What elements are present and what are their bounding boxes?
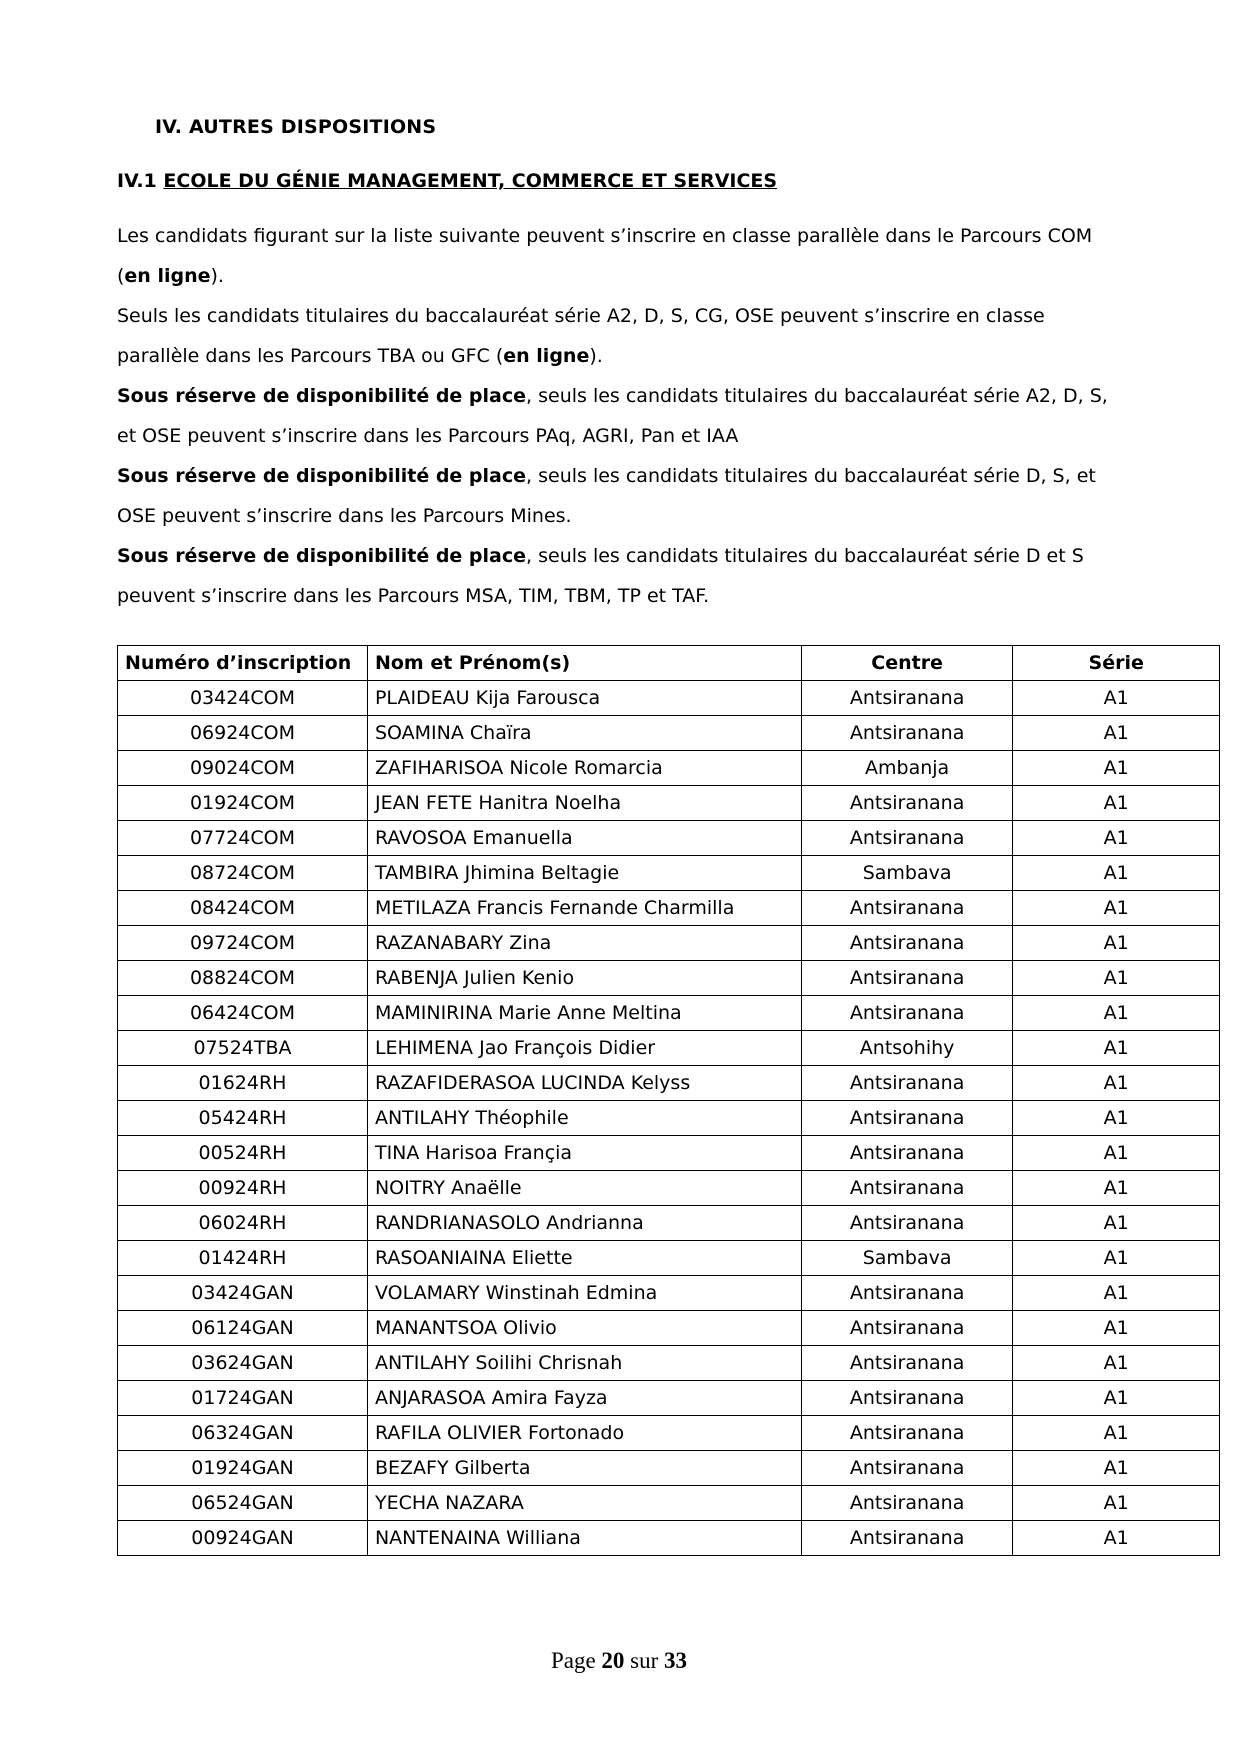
cell-centre: Antsiranana [801, 1206, 1013, 1241]
cell-serie: A1 [1013, 1031, 1220, 1066]
cell-serie: A1 [1013, 786, 1220, 821]
cell-name: ANJARASOA Amira Fayza [367, 1381, 801, 1416]
cell-serie: A1 [1013, 681, 1220, 716]
table-row [118, 1206, 1220, 1241]
cell-serie: A1 [1013, 1416, 1220, 1451]
cell-name: TAMBIRA Jhimina Beltagie [367, 856, 801, 891]
cell-centre: Antsiranana [801, 996, 1013, 1031]
cell-name: YECHA NAZARA [367, 1486, 801, 1521]
cell-centre: Antsiranana [801, 786, 1013, 821]
paragraph-4-bold: Sous réserve de disponibilité de place [117, 465, 527, 487]
cell-name: ANTILAHY Soilihi Chrisnah [367, 1346, 801, 1381]
cell-name: NANTENAINA Williana [367, 1521, 801, 1556]
paragraph-1-end: ). [210, 265, 224, 287]
cell-centre: Antsiranana [801, 681, 1013, 716]
cell-registration-number: 01724GAN [118, 1381, 368, 1416]
cell-name: METILAZA Francis Fernande Charmilla [367, 891, 801, 926]
paragraph-3-bold: Sous réserve de disponibilité de place [117, 385, 527, 407]
cell-serie: A1 [1013, 1276, 1220, 1311]
cell-name: ZAFIHARISOA Nicole Romarcia [367, 751, 801, 786]
cell-name: PLAIDEAU Kija Farousca [367, 681, 801, 716]
cell-centre: Antsiranana [801, 961, 1013, 996]
subsection-number: IV.1 [117, 170, 164, 192]
cell-name: RAFILA OLIVIER Fortonado [367, 1416, 801, 1451]
section-heading: IV. AUTRES DISPOSITIONS [155, 116, 437, 138]
cell-serie: A1 [1013, 1486, 1220, 1521]
footer-page-word: Page [550, 1648, 602, 1673]
cell-centre: Antsiranana [801, 1276, 1013, 1311]
header-name: Nom et Prénom(s) [367, 646, 801, 681]
cell-registration-number: 01924COM [118, 786, 368, 821]
cell-centre: Antsiranana [801, 1521, 1013, 1556]
paragraph-5-bold: Sous réserve de disponibilité de place [117, 545, 527, 567]
table-row [118, 1521, 1220, 1556]
cell-serie: A1 [1013, 961, 1220, 996]
cell-serie: A1 [1013, 1346, 1220, 1381]
cell-registration-number: 07524TBA [118, 1031, 368, 1066]
table-row [118, 1381, 1220, 1416]
cell-serie: A1 [1013, 1451, 1220, 1486]
paragraph-3 [117, 376, 1132, 456]
cell-registration-number: 01924GAN [118, 1451, 368, 1486]
table-row [118, 1416, 1220, 1451]
cell-name: RABENJA Julien Kenio [367, 961, 801, 996]
table-row [118, 821, 1220, 856]
subsection-heading [117, 170, 777, 192]
table-row [118, 926, 1220, 961]
paragraph-1 [117, 216, 1132, 296]
cell-serie: A1 [1013, 1101, 1220, 1136]
cell-registration-number: 05424RH [118, 1101, 368, 1136]
cell-serie: A1 [1013, 716, 1220, 751]
table-row [118, 1486, 1220, 1521]
paragraph-3-text: , seuls les candidats titulaires du baccalauréat série A2, D, S, et OSE peuvent s’inscrire dans les Parcours PAq, AGRI, Pan et IAA [117, 385, 1108, 447]
table-row [118, 1346, 1220, 1381]
header-serie: Série [1013, 646, 1220, 681]
table-row [118, 1171, 1220, 1206]
cell-name: RAZANABARY Zina [367, 926, 801, 961]
cell-name: SOAMINA Chaïra [367, 716, 801, 751]
paragraph-2-bold: en ligne [503, 345, 590, 367]
cell-serie: A1 [1013, 1381, 1220, 1416]
table-row [118, 1451, 1220, 1486]
cell-name: BEZAFY Gilberta [367, 1451, 801, 1486]
table-row [118, 1311, 1220, 1346]
cell-registration-number: 00924RH [118, 1171, 368, 1206]
candidates-table [117, 645, 1220, 1556]
table-row [118, 891, 1220, 926]
cell-centre: Antsiranana [801, 926, 1013, 961]
cell-serie: A1 [1013, 1206, 1220, 1241]
cell-name: ANTILAHY Théophile [367, 1101, 801, 1136]
page-footer [0, 1648, 1238, 1674]
table-header-row [118, 646, 1220, 681]
cell-centre: Sambava [801, 1241, 1013, 1276]
header-centre: Centre [801, 646, 1013, 681]
cell-registration-number: 09724COM [118, 926, 368, 961]
paragraph-5-text: , seuls les candidats titulaires du baccalauréat série D et S peuvent s’inscrire dans les Parcours MSA, TIM, TBM, TP et TAF. [117, 545, 1084, 607]
paragraph-4-text: , seuls les candidats titulaires du baccalauréat série D, S, et OSE peuvent s’inscrire dans les Parcours Mines. [117, 465, 1096, 527]
cell-serie: A1 [1013, 1311, 1220, 1346]
table-row [118, 681, 1220, 716]
header-registration-number: Numéro d’inscription [118, 646, 368, 681]
cell-registration-number: 06324GAN [118, 1416, 368, 1451]
cell-name: LEHIMENA Jao François Didier [367, 1031, 801, 1066]
footer-current-page: 20 [601, 1648, 625, 1673]
table-row [118, 1241, 1220, 1276]
cell-registration-number: 03624GAN [118, 1346, 368, 1381]
cell-centre: Antsiranana [801, 1136, 1013, 1171]
cell-serie: A1 [1013, 821, 1220, 856]
table-row [118, 856, 1220, 891]
cell-name: MANANTSOA Olivio [367, 1311, 801, 1346]
cell-serie: A1 [1013, 1171, 1220, 1206]
cell-name: RAVOSOA Emanuella [367, 821, 801, 856]
cell-centre: Antsiranana [801, 1451, 1013, 1486]
cell-centre: Antsiranana [801, 1486, 1013, 1521]
cell-serie: A1 [1013, 1521, 1220, 1556]
cell-centre: Antsiranana [801, 1101, 1013, 1136]
cell-name: TINA Harisoa Françia [367, 1136, 801, 1171]
cell-serie: A1 [1013, 1241, 1220, 1276]
table-row [118, 716, 1220, 751]
cell-registration-number: 06024RH [118, 1206, 368, 1241]
cell-name: RASOANIAINA Eliette [367, 1241, 801, 1276]
paragraph-2-end: ). [589, 345, 603, 367]
cell-centre: Antsiranana [801, 1171, 1013, 1206]
cell-registration-number: 00524RH [118, 1136, 368, 1171]
cell-registration-number: 00924GAN [118, 1521, 368, 1556]
table-row [118, 1136, 1220, 1171]
cell-registration-number: 08424COM [118, 891, 368, 926]
table-row [118, 1101, 1220, 1136]
cell-centre: Antsiranana [801, 821, 1013, 856]
cell-centre: Antsiranana [801, 1381, 1013, 1416]
paragraph-1-text: Les candidats figurant sur la liste suivante peuvent s’inscrire en classe parallèle dans le Parcours COM ( [117, 225, 1093, 287]
cell-serie: A1 [1013, 1136, 1220, 1171]
cell-serie: A1 [1013, 751, 1220, 786]
table-row [118, 996, 1220, 1031]
table-row [118, 1031, 1220, 1066]
paragraph-1-bold: en ligne [124, 265, 211, 287]
cell-centre: Sambava [801, 856, 1013, 891]
cell-registration-number: 03424GAN [118, 1276, 368, 1311]
table-row [118, 961, 1220, 996]
cell-name: MAMINIRINA Marie Anne Meltina [367, 996, 801, 1031]
table-row [118, 1276, 1220, 1311]
cell-centre: Antsiranana [801, 1346, 1013, 1381]
cell-serie: A1 [1013, 891, 1220, 926]
cell-serie: A1 [1013, 996, 1220, 1031]
cell-registration-number: 06524GAN [118, 1486, 368, 1521]
cell-registration-number: 08724COM [118, 856, 368, 891]
cell-centre: Antsiranana [801, 1311, 1013, 1346]
cell-name: RANDRIANASOLO Andrianna [367, 1206, 801, 1241]
table-body [118, 681, 1220, 1556]
footer-of-word: sur [624, 1648, 665, 1673]
cell-serie: A1 [1013, 926, 1220, 961]
cell-name: NOITRY Anaëlle [367, 1171, 801, 1206]
table-row [118, 786, 1220, 821]
cell-registration-number: 06924COM [118, 716, 368, 751]
paragraph-5 [117, 536, 1132, 616]
paragraph-2 [117, 296, 1132, 376]
cell-centre: Antsiranana [801, 716, 1013, 751]
cell-registration-number: 01424RH [118, 1241, 368, 1276]
cell-name: JEAN FETE Hanitra Noelha [367, 786, 801, 821]
cell-registration-number: 09024COM [118, 751, 368, 786]
cell-serie: A1 [1013, 1066, 1220, 1101]
cell-name: RAZAFIDERASOA LUCINDA Kelyss [367, 1066, 801, 1101]
cell-registration-number: 07724COM [118, 821, 368, 856]
cell-registration-number: 06124GAN [118, 1311, 368, 1346]
footer-total-pages: 33 [664, 1648, 688, 1673]
cell-registration-number: 08824COM [118, 961, 368, 996]
cell-name: VOLAMARY Winstinah Edmina [367, 1276, 801, 1311]
cell-centre: Ambanja [801, 751, 1013, 786]
cell-centre: Antsiranana [801, 891, 1013, 926]
cell-centre: Antsohihy [801, 1031, 1013, 1066]
cell-centre: Antsiranana [801, 1066, 1013, 1101]
table-row [118, 751, 1220, 786]
cell-centre: Antsiranana [801, 1416, 1013, 1451]
cell-registration-number: 06424COM [118, 996, 368, 1031]
table-row [118, 1066, 1220, 1101]
subsection-title: ECOLE DU GÉNIE MANAGEMENT, COMMERCE ET SERVICES [163, 170, 778, 192]
cell-registration-number: 01624RH [118, 1066, 368, 1101]
paragraph-2-text: Seuls les candidats titulaires du baccalauréat série A2, D, S, CG, OSE peuvent s’inscrire en classe parallèle dans les Parcours TBA ou GFC ( [117, 305, 1045, 367]
cell-registration-number: 03424COM [118, 681, 368, 716]
paragraph-4 [117, 456, 1132, 536]
body-text [117, 216, 1132, 616]
cell-serie: A1 [1013, 856, 1220, 891]
